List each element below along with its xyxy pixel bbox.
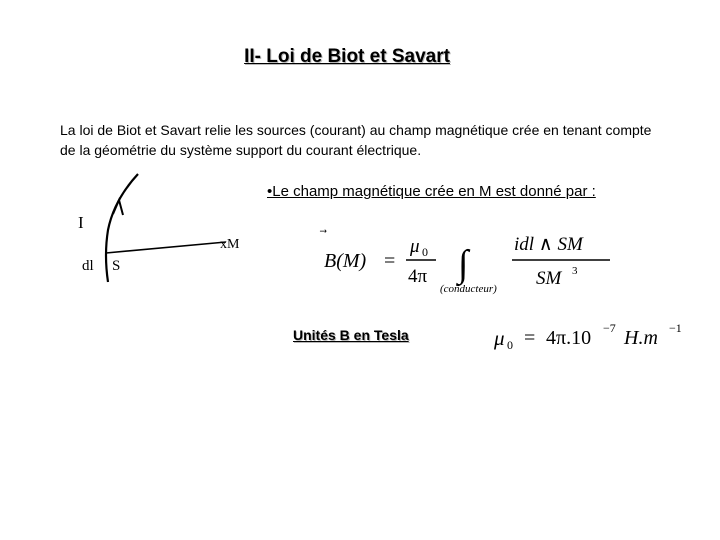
cross-product: idl ∧ SM (514, 234, 583, 255)
wire-curve (106, 174, 138, 282)
formula-equals: = (384, 250, 396, 272)
vector-sm (106, 242, 226, 253)
label-m: xM (220, 237, 240, 252)
mu0-exponent: −7 (603, 321, 616, 335)
label-s: S (112, 258, 121, 274)
mu-symbol: μ (410, 236, 420, 257)
vector-arrow-b (319, 229, 327, 233)
mu0-subscript: 0 (507, 338, 513, 352)
units-statement: Unités B en Tesla (293, 327, 409, 343)
integral-subscript: (conducteur) (440, 283, 497, 295)
mu0-symbol: μ (494, 326, 505, 350)
mu-subscript: 0 (422, 245, 428, 259)
biot-savart-formula (318, 222, 618, 302)
mu0-value: 4π.10 (546, 327, 592, 349)
integral-sign: ∫ (458, 243, 469, 285)
formula-lhs: B(M) (324, 250, 367, 272)
label-current: I (78, 213, 84, 232)
mu0-unit: H.m (624, 327, 658, 349)
sm-cubed-exp: 3 (572, 265, 578, 277)
sm-cubed-base: SM (536, 268, 562, 289)
mu0-equals: = (524, 327, 536, 349)
mu0-value-formula (492, 318, 692, 354)
field-statement: •Le champ magnétique crée en M est donné par : (267, 183, 596, 200)
four-pi: 4π (408, 266, 428, 287)
label-dl: dl (82, 258, 94, 274)
intro-paragraph: La loi de Biot et Savart relie les sources (courant) au champ magnétique crée en tenant compte de la géométrie du système support du courant électrique. (60, 122, 652, 158)
current-element-diagram (70, 170, 245, 285)
slide-title: II- Loi de Biot et Savart (244, 46, 450, 67)
mu0-unit-exponent: −1 (669, 321, 682, 335)
